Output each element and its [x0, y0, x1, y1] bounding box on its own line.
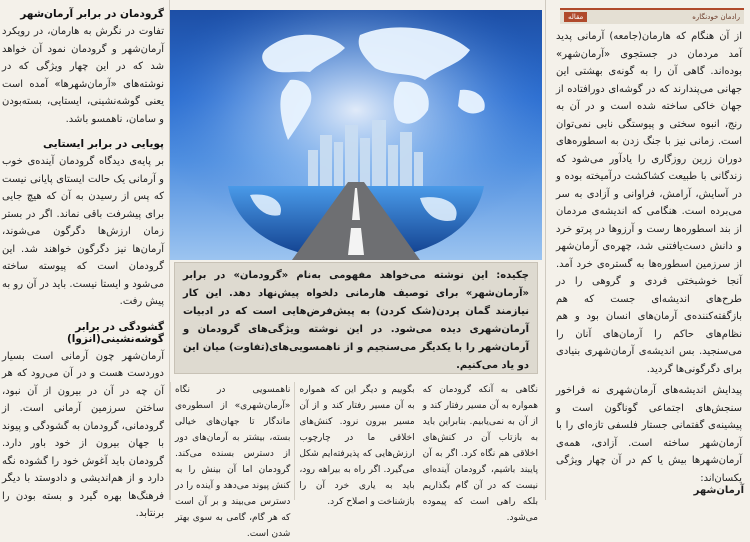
article-paragraph: پیدایش اندیشه‌های آرمان‌شهری نه فراخور سنجش‌های اجتماعی گوناگون است و پیشینه‌ی گفتمانی جستار فلسفی تازه‌ای را با آرمان‌شهر ساخته است. آزادی، همه‌ی آرمان‌شهرها بیش یا کم در آن چهار ویژگی یکسان‌اند: [556, 385, 742, 484]
abstract-text: چکیده: این نوشته می‌خواهد مفهومی به‌نام «گرودمان» در برابر «آرمان‌شهر» برای توصیف هارمانی دلخواه پیش‌نهاد دهد. این کار نیازمند گمان پردن(شک کردن) به پیش‌فرض‌هایی است که در ادبیات آرمان‌شهری دیده می‌شود. در این نوشته ویژگی‌های گرودمان و آرمان‌شهر را با یکدیگر می‌سنجیم و از ناهمسویی‌های(تفاوت) میان این دو یاد می‌کنیم. [183, 270, 529, 371]
column-text: نگاهی به آنکه گرودمان که همواره به آن مسیر رفتار کند و از آن به نمی‌یابیم. بنابراین باید به بازتاب آن در کنش‌های اخلاقی هم نگاه کرد. اگر به آن پایبند باشیم، گرودمان آینده‌ای نیست که در آن گام بگذاریم بلکه راهی است که پیموده می‌شود. [422, 385, 538, 523]
column-text: ناهمسویی در نگاه «آرمان‌شهری» از اسطوره‌ی ماندگار تا جهان‌های خیالی بسته، بیشتر به آرمان‌های دور از دسترس بسنده می‌کند. گرودمان اما آن بینش را به کنش پیوند می‌دهد و آینده را در دسترس می‌بیند و بر آن است که هر گام، گامی به سوی بهتر شدن است. [175, 385, 291, 539]
article-paragraph: از آن هنگام که هارمان(جامعه) آرمانی پدید آمد مردمان در جستجوی «آرمان‌شهر» بوده‌اند. گاهی آن را به گونه‌ی بهشتی این جهانی می‌پندارند که در گوشه‌ای دورافتاده از جهان خاکی ساخته شده است و در آن به رنج، انبوه سختی و پیوستگی نابی نمی‌توان است. زمانی نیز با جنگ زدن به اسطوره‌های دوران زرین روزگاری را یادآور می‌شود که زندگانی با طبیعت کشاکشت درآمیخته بوده و در آسایش، آرامش، فراوانی و آزادی به سر می‌برده است. هنگامی که اندیشه‌ی مردمان از بند اسطوره‌ها رست و آرزوها در پرتو خرد و دانش دست‌یافتنی شد، چهره‌ی آرمان‌شهر از سرزمین اسطوره‌ها به گستره‌ی خرد آمد. آنجا خوشبختی فردی و گروهی را در طرح‌های اندیشه‌ای جست که هم بازگفته‌کننده‌ی آرمان‌های انسان بود و هم نظام‌های حاکم را آرمان‌های آنان را می‌سنجید. بس اندیشه‌ی آرمان‌شهری بنیادی برای دگرگونی‌ها گردید. [556, 31, 742, 375]
middle-column [170, 0, 542, 539]
globe-city-road-illustration [170, 10, 542, 260]
article-image [170, 10, 542, 260]
lower-text-columns [170, 382, 542, 539]
column-text: بگوییم و دیگر این که همواره به آن مسیر رفتار کند و از آن مسیر بیرون نرود. کنش‌های اخلاقی ما در چارچوب ارزش‌هایی که پذیرفته‌ایم شکل می‌گیرد. اگر راه به بیراهه رود، باید به یاری خرد آن را بازشناخت و اصلاح کرد. [299, 385, 415, 507]
text-column [294, 382, 418, 507]
section-text: آرمان‌شهر چون آرمانی است بسیار دوردست هست و در آن می‌رود که هر آن چه در آن در بیرون از آن نبود، ساختن سرزمین آرمانی است. از گرودمانی، گرودمان به گشودگی و پیوند با جهان بیرون از خود باور دارد. گرودمان باید آغوش خود را گشوده نگه دارد و از هم‌اندیشی و دادوستد با دیگر فرهنگ‌ها بهره گیرد و بسته بودن را برنتابد. [2, 350, 164, 519]
text-column [170, 382, 294, 539]
section-header-bar [560, 8, 744, 24]
section-text: تفاوت در نگرش به هارمان، در رویکرد آرمان‌شهر و گرودمان نمود آن خواهد شد که در این چهار ویژگی که در نوشته‌های «آرمان‌شهرها» آمده است یعنی گوشه‌نشینی، ایستایی، بسته‌بودن و سامان، ناهمسو باشد. [2, 26, 164, 125]
right-column [550, 0, 750, 500]
section-tag: مقاله [564, 12, 587, 22]
section-header-label: رادمان خودنگاره [692, 13, 740, 21]
next-section-heading: آرمان‌شهر [693, 485, 744, 496]
section-text: بر پایه‌ی دیدگاه گرودمان آینده‌ی خوب و آرمانی یک حالت ایستای پایانی نیست که پس از رسیدن به آن که هیچ جایی برای پیشرفت باقی نماند. اگر در بستر زمان ارزش‌ها دگرگون می‌شوند، آرمان‌ها نیز دگرگون خواهند شد. این گرودمان است که پیوسته ساخته می‌شود و ایستا نیست. باید در آن رو به پیش رفت. [2, 156, 164, 307]
section-heading: پویایی در برابر ایستایی [43, 138, 164, 150]
section-heading: گشودگی در برابر گوشه‌نشینی(انزوا) [66, 320, 164, 345]
column-divider [545, 0, 546, 500]
text-column [419, 382, 542, 523]
left-column [0, 0, 168, 519]
article-abstract-box [174, 262, 538, 374]
section-heading: گرودمان در برابر آرمان‌شهر [20, 8, 164, 20]
